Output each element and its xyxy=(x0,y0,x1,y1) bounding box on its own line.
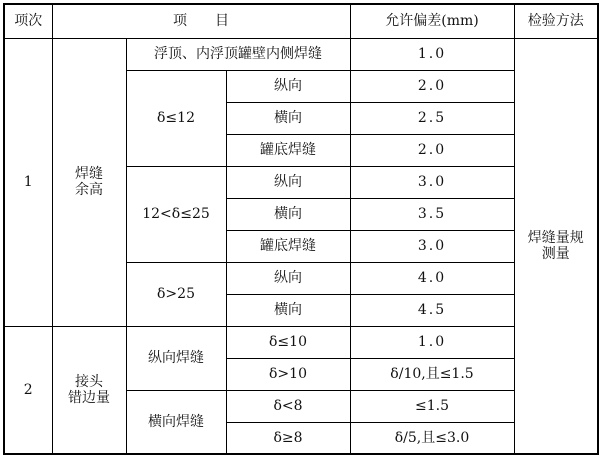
header-row xyxy=(4,4,598,38)
method-line1: 焊缝量规 xyxy=(527,229,584,246)
group2-name xyxy=(52,326,126,454)
row-label: δ<8 xyxy=(226,390,350,422)
table-row xyxy=(4,326,598,358)
row-label: 纵向 xyxy=(226,166,350,198)
tolerance-table xyxy=(3,3,599,455)
row-label: 横向 xyxy=(226,294,350,326)
weld-type: 横向焊缝 xyxy=(126,390,226,454)
row-value: ≤1.5 xyxy=(350,390,514,422)
group1-seq: 1 xyxy=(4,38,52,326)
thickness-range: δ>25 xyxy=(126,262,226,326)
row-value: 3.5 xyxy=(350,198,514,230)
group1-name-line1: 焊缝 xyxy=(75,165,103,182)
row-label: 罐底焊缝 xyxy=(226,134,350,166)
row-value: 1.0 xyxy=(350,38,514,70)
group2-seq: 2 xyxy=(4,326,52,454)
thickness-range: δ≤12 xyxy=(126,70,226,166)
group1-name xyxy=(52,38,126,326)
table-row xyxy=(4,38,598,70)
group2-name-line2: 错边量 xyxy=(68,389,110,406)
weld-type: 纵向焊缝 xyxy=(126,326,226,390)
row-value: 2.0 xyxy=(350,70,514,102)
row-value: 4.5 xyxy=(350,294,514,326)
inspection-method xyxy=(514,38,598,454)
row-value: 4.0 xyxy=(350,262,514,294)
group1-name-line2: 余高 xyxy=(75,182,103,198)
row-label: δ≥8 xyxy=(226,422,350,454)
row-value: 2.5 xyxy=(350,102,514,134)
row-value: 3.0 xyxy=(350,230,514,262)
row-label: 纵向 xyxy=(226,262,350,294)
row-label: δ>10 xyxy=(226,358,350,390)
group2-name-line1: 接头 xyxy=(75,373,103,390)
row-value: 1.0 xyxy=(350,326,514,358)
row-label: 纵向 xyxy=(226,70,350,102)
header-seq: 项次 xyxy=(4,4,52,38)
header-item: 项 目 xyxy=(52,4,350,38)
row-label: 横向 xyxy=(226,198,350,230)
method-line2: 测量 xyxy=(541,245,570,262)
row-value: 3.0 xyxy=(350,166,514,198)
row-label: 罐底焊缝 xyxy=(226,230,350,262)
row-label: 横向 xyxy=(226,102,350,134)
row-label: δ≤10 xyxy=(226,326,350,358)
row-value: δ/5,且≤3.0 xyxy=(350,422,514,454)
row-value: 2.0 xyxy=(350,134,514,166)
row-value: δ/10,且≤1.5 xyxy=(350,358,514,390)
header-tolerance: 允许偏差(mm) xyxy=(350,4,514,38)
thickness-range: 12<δ≤25 xyxy=(126,166,226,262)
row-label: 浮顶、内浮顶罐壁内侧焊缝 xyxy=(126,38,350,70)
header-method: 检验方法 xyxy=(514,4,598,38)
